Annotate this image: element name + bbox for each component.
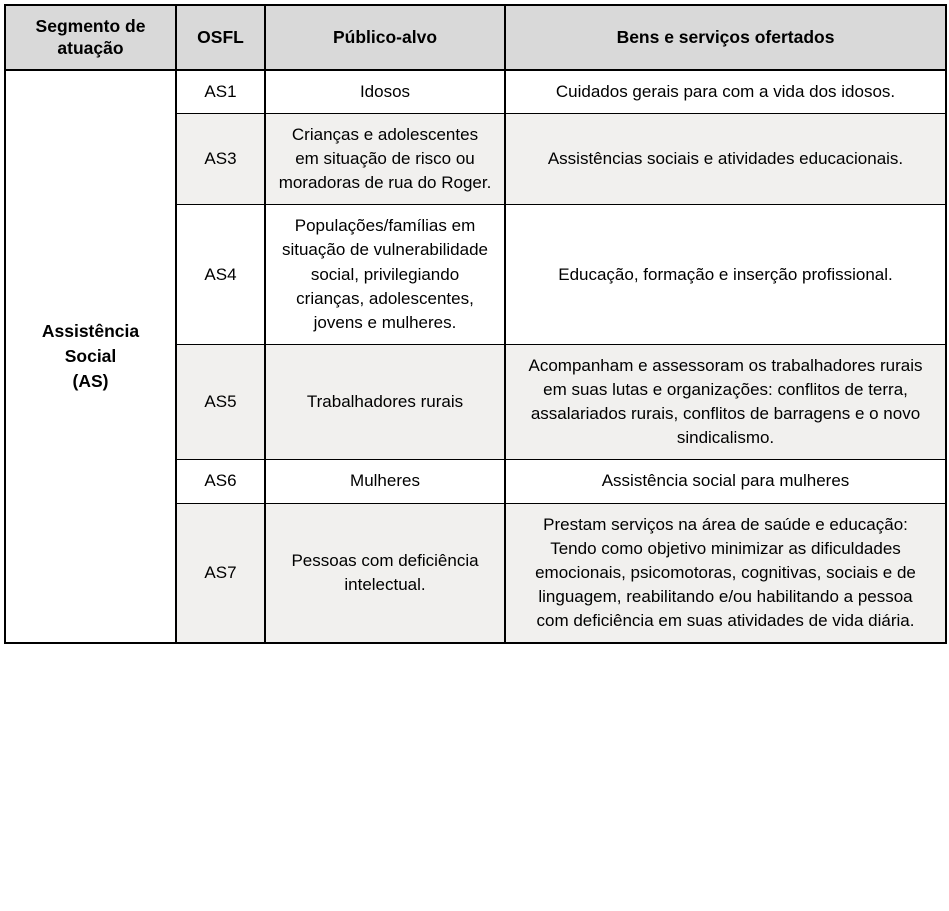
cell-bens-e-servicos: Prestam serviços na área de saúde e educação: Tendo como objetivo minimizar as dificuldades emocionais, psicomotoras, cognitivas, sociais e de linguagem, reabilitando e/ou habilitando a pessoa com deficiência em suas atividades de vida diária. (505, 503, 946, 643)
table-body (5, 70, 946, 643)
cell-osfl: AS6 (176, 460, 265, 503)
column-header-publico-alvo: Público-alvo (265, 5, 505, 70)
segment-label-line-3: (AS) (72, 370, 109, 391)
cell-publico-alvo: Pessoas com deficiência intelectual. (265, 503, 505, 643)
cell-bens-e-servicos: Educação, formação e inserção profissional. (505, 205, 946, 345)
cell-publico-alvo: Crianças e adolescentes em situação de risco ou moradoras de rua do Roger. (265, 113, 505, 204)
segment-label-line-2: Social (64, 346, 117, 367)
column-header-segmento-de-atuacao: Segmento de atuação (5, 5, 176, 70)
cell-bens-e-servicos: Acompanham e assessoram os trabalhadores rurais em suas lutas e organizações: conflitos de terra, assalariados rurais, conflitos de barragens e o novo sindicalismo. (505, 344, 946, 460)
table-header-row (5, 5, 946, 70)
table-row (5, 70, 946, 114)
segment-label-line-1: Assistência (41, 321, 140, 342)
cell-osfl: AS4 (176, 205, 265, 345)
table-header (5, 5, 946, 70)
cell-publico-alvo: Mulheres (265, 460, 505, 503)
column-header-osfl: OSFL (176, 5, 265, 70)
cell-osfl: AS1 (176, 70, 265, 114)
cell-osfl: AS5 (176, 344, 265, 460)
organizations-table (4, 4, 947, 644)
segment-group-cell (5, 70, 176, 643)
table-container (4, 4, 945, 644)
cell-publico-alvo: Idosos (265, 70, 505, 114)
cell-osfl: AS3 (176, 113, 265, 204)
cell-bens-e-servicos: Assistências sociais e atividades educacionais. (505, 113, 946, 204)
cell-osfl: AS7 (176, 503, 265, 643)
cell-bens-e-servicos: Assistência social para mulheres (505, 460, 946, 503)
column-header-bens-e-servicos-ofertados: Bens e serviços ofertados (505, 5, 946, 70)
cell-bens-e-servicos: Cuidados gerais para com a vida dos idosos. (505, 70, 946, 114)
cell-publico-alvo: Populações/famílias em situação de vulnerabilidade social, privilegiando crianças, adolescentes, jovens e mulheres. (265, 205, 505, 345)
cell-publico-alvo: Trabalhadores rurais (265, 344, 505, 460)
